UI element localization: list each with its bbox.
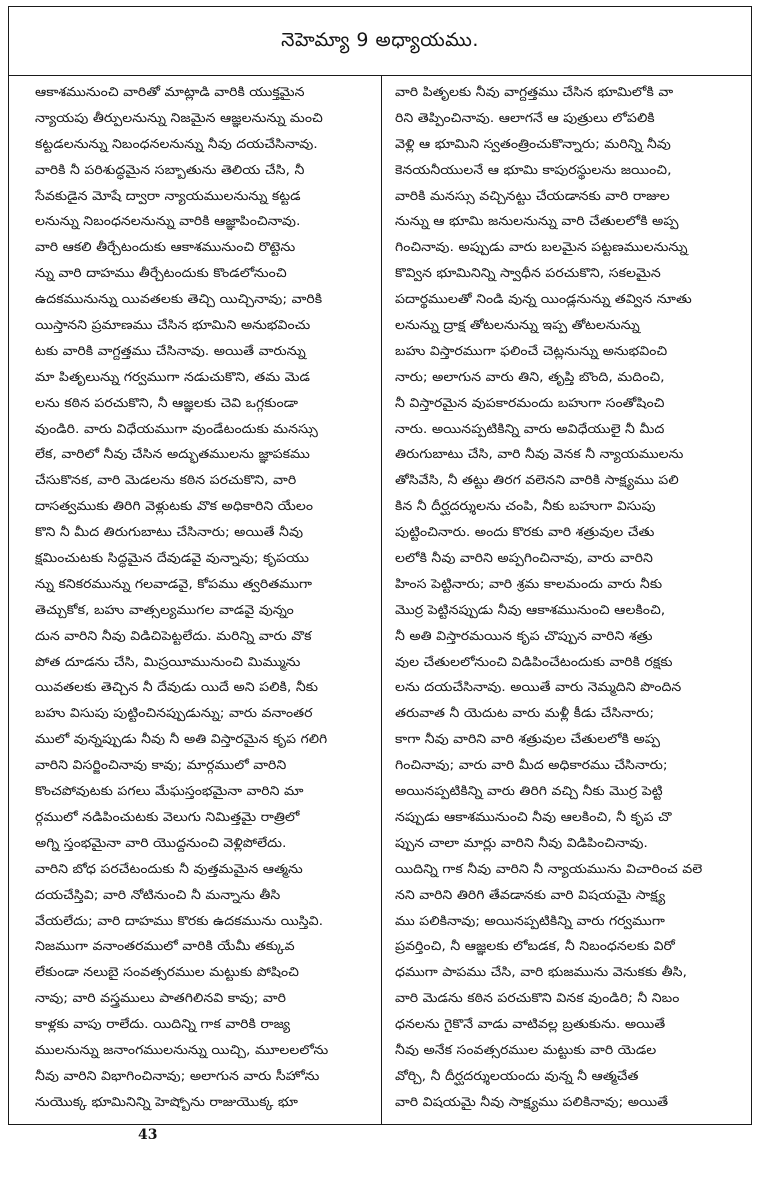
verse-text: న్ను వారి దాహము తీర్చేటందుకు కొండలోనుంచి [35,265,287,281]
text-line [35,208,375,234]
text-columns [8,75,752,1125]
text-line [395,674,715,700]
text-line [395,183,715,209]
text-line [395,260,715,286]
text-line [395,416,715,442]
verse-text: లేక, వారిలో నీవు చేసిన అద్భుతములను జ్ఞాపకము [35,446,310,462]
verse-text: వేయలేదు; వారి దాహము కొరకు ఉదకమును యిస్తివి. [35,912,324,928]
text-line [35,752,375,778]
verse-text: నీవు అనేక సంవత్సరముల మట్టుకు వారి యెడల [395,1041,657,1057]
right-column [395,79,715,1119]
verse-text: నీవు వారిని విభాగించినావు; అలాగున వారు సీహోను [35,1067,320,1083]
verse-text: వారికి నీ పరిశుద్ధమైన సబ్బాతును తెలియ చేసి, నీ [35,161,305,177]
text-line [395,726,715,752]
verse-text: కొవ్విన భూమినిన్ని స్వాధీన పరచుకొని, సకలమైన [395,265,661,281]
verse-text: లను దయచేసినావు. అయితే వారు నెమ్మదిని పొందిన [395,679,682,695]
text-line [35,545,375,571]
text-line [35,726,375,752]
verse-text: నున్ను ఆ భూమి జనులనున్ను వారి చేతులలోకి అప్ప [395,213,679,229]
text-line [35,856,375,882]
verse-text: నావు; వారి వస్త్రములు పాతగిలినవి కావు; వారి [35,990,287,1006]
text-line [395,778,715,804]
verse-text: రిని తెప్పించినావు. ఆలాగనే ఆ పుత్రులు లోపలికి [395,109,655,125]
verse-text: ము పలికినావు; అయినప్పటికిన్ని వారు గర్వముగా [395,912,665,928]
text-line [35,131,375,157]
verse-text: లేకుండా నలుబై సంవత్సరముల మట్టుకు పోషించి [35,964,299,980]
text-line [395,804,715,830]
verse-text: దాసత్వముకు తిరిగి వెళ్లుటకు వొక అధికారిని యేలం [35,498,314,514]
text-line [35,830,375,856]
text-line [35,959,375,985]
verse-text: నిజముగా వనాంతరములో వారికి యేమీ తక్కువ [35,938,295,954]
verse-text: నీ విస్తారమైన వుపకారమందు బహుగా సంతోషించి [395,394,665,410]
verse-text: వారి విషయమై నీవు సాక్ష్యము పలికినావు; అయితే [395,1093,669,1109]
verse-text: లను కఠిన పరచుకొని, నీ ఆజ్ఞలకు చెవి ఒగ్గకుండా [35,394,299,410]
text-line [395,830,715,856]
verse-text: ప్రవర్తించి, నీ ఆజ్ఞలకు లోబడక, నీ నిబంధనలకు విరో [395,938,675,954]
text-line [395,131,715,157]
verse-text: ర్గములో నడిపించుటకు వెలుగు నిమిత్తమై రాత్రిలో [35,808,300,824]
text-line [395,649,715,675]
left-column [35,79,375,1119]
text-line [395,1063,715,1089]
text-line [395,493,715,519]
verse-text: కిన నీ దీర్ఘదర్శులను చంపి, నీకు బహుగా విసుపు [395,498,656,514]
page-number: 43 [138,1127,158,1143]
verse-text: కాగా నీవు వారిని వారి శత్రువుల చేతులలోకి అప్ప [395,731,660,747]
verse-text: నీ అతి విస్తారమయిన కృప చొప్పున వారిని శత్రు [395,627,653,643]
text-line [35,338,375,364]
verse-text: తోసివేసి, నీ తట్టు తిరగ వలెనని వారికి సాక్ష్యము పలి [395,472,679,488]
verse-text: ఉదకమునున్ను యివతలకు తెచ్చి యిచ్చినావు; వారికి [35,291,323,307]
text-line [395,105,715,131]
text-line [35,390,375,416]
verse-text: చేసుకొనక, వారి మెడలను కఠిన పరచుకొని, వారి [35,472,297,488]
verse-text: అయినప్పటికిన్ని వారు తిరిగి వచ్చి నీకు మొర్ర పెట్టి [395,783,663,799]
text-line [35,908,375,934]
verse-text: వారి ఆకలి తీర్చేటందుకు ఆకాశమునుంచి రొట్టెను [35,239,296,255]
text-line [35,1063,375,1089]
text-line [395,1037,715,1063]
verse-text: యివతలకు తెచ్చిన నీ దేవుడు యిదే అని పలికి, నీకు [35,679,319,695]
verse-text: ధముగా పాపము చేసి, వారి భుజమును వెనుకకు తీసి, [395,964,688,980]
text-line [35,1037,375,1063]
scripture-page [8,6,752,1156]
verse-text: వారిని విసర్జించినావు కావు; మార్గములో వారిని [35,757,287,773]
text-line [35,286,375,312]
text-line [35,700,375,726]
text-line [35,571,375,597]
text-line [395,623,715,649]
verse-text: ప్పున చాలా మార్లు వారిని నీవు విడిపించినావు. [395,834,648,850]
verse-text [395,1115,654,1119]
verse-text: కెనయనీయులనే ఆ భూమి కాపురస్థులను జయించి, [395,161,672,177]
verse-text: టకు వారికి వాగ్దత్తము చేసినావు. అయితే వారున్ను [35,342,306,358]
page-header [8,6,752,76]
verse-text: వారిని బోధ పరచేటందుకు నీ వుత్తమమైన ఆత్మను [35,860,303,876]
verse-text: న్ను కనికరమున్ను గలవాడవై, కోపము త్వరితముగా [35,575,312,591]
text-line [35,105,375,131]
text-line [35,649,375,675]
text-line [35,416,375,442]
text-line [395,519,715,545]
text-line [35,933,375,959]
verse-text: నారు. అయినప్పటికిన్ని వారు అవిధేయులై నీ మీద [395,420,665,436]
text-line [395,1089,715,1115]
text-line [35,519,375,545]
verse-text: మా పితృలున్ను గర్వముగా నడుచుకొని, తమ మెడ [35,368,310,384]
text-line [35,234,375,260]
verse-text: నని వారిని తిరిగి తేవడానకు వారి విషయమై సాక్ష్య [395,886,666,902]
text-line [35,623,375,649]
verse-text: క్షమించుటకు సిద్ధమైన దేవుడవై వున్నావు; కృపయు [35,550,310,566]
text-line [395,933,715,959]
text-line [395,700,715,726]
verse-text: పుట్టించినారు. అందు కొరకు వారి శత్రువుల చేతు [395,524,655,540]
text-line [35,1115,375,1119]
text-line [395,157,715,183]
verse-text: న్యాయపు తీర్పులనున్ను నిజమైన ఆజ్ఞలనున్ను మంచి [35,109,323,125]
verse-text: పదార్థములతో నిండి వున్న యిండ్లనున్ను తవ్విన నూతు [395,291,692,307]
verse-text: వారి పితృలకు నీవు వాగ్దత్తము చేసిన భూమిలోకి వా [395,84,674,99]
text-line [35,493,375,519]
column-divider [381,75,382,1124]
verse-text: లలోకి నీవు వారిని అప్పగించినావు, వారు వారిని [395,550,653,566]
text-line [395,985,715,1011]
text-line [35,1089,375,1115]
verse-text: వుల చేతులలోనుంచి విడిపించేటందుకు వారికి రక్షకు [395,653,673,669]
verse-text: నారు; అలాగున వారు తిని, తృప్తి బొంది, మదించి, [395,368,665,384]
text-line [35,1011,375,1037]
text-line [35,778,375,804]
text-line [395,1115,715,1119]
text-line [35,157,375,183]
text-line [395,882,715,908]
verse-text: హింస పెట్టినారు; వారి శ్రమ కాలమందు వారు నీకు [395,575,663,591]
verse-text: దున వారిని నీవు విడిచిపెట్టలేదు. మరిన్ని వారు వొక [35,627,312,643]
verse-text: వారికి మనస్సు వచ్చినట్టు చేయడానకు వారి రాజుల [395,187,670,203]
text-line [35,985,375,1011]
verse-text [35,1115,301,1119]
verse-text: అగ్ని స్తంభమైనా వారి యొద్దనుంచి వెళ్లిపోలేదు. [35,834,287,850]
verse-text: పోత దూడను చేసి, మిస్రయీమునుంచి మిమ్మును [35,653,301,669]
verse-text: నప్పుడు ఆకాశమునుంచి నీవు ఆలకించి, నీ కృప చొ [395,808,672,824]
verse-text: బహు విసుపు పుట్టించినప్పుడున్ను; వారు వనాంతర [35,705,313,721]
text-line [395,312,715,338]
text-line [395,79,715,105]
verse-text: ఆకాశమునుంచి వారితో మాట్లాడి వారికి యుక్తమైన [35,84,305,99]
text-line [35,79,375,105]
text-line [35,467,375,493]
verse-text: ధనలను గైకొనే వాడు వాటివల్ల బ్రతుకును. అయితే [395,1016,666,1032]
verse-text: మొర్ర పెట్టినప్పుడు నీవు ఆకాశమునుంచి ఆలకించి, [395,601,666,617]
text-line [395,959,715,985]
verse-text: తెచ్చుకోక, బహు వాత్సల్యముగల వాడవై వున్నం [35,601,294,617]
verse-text: వారి మెడను కఠిన పరచుకొని వినక వుండిరి; నీ నిబం [395,990,680,1006]
verse-text: లనున్ను ద్రాక్ష తోటలనున్ను ఇప్ప తోటలనున్ను [395,317,640,333]
verse-text: తిరుగుబాటు చేసి, వారి నీవు వెనక నీ న్యాయములను [395,446,684,462]
text-line [35,804,375,830]
verse-text: కాళ్లకు వాపు రాలేదు. యిదిన్ని గాక వారికి రాజ్య [35,1016,291,1032]
text-line [395,338,715,364]
verse-text: వుండిరి. వారు విధేయముగా వుండేటందుకు మనస్సు [35,420,318,436]
verse-text: గించినావు. అప్పుడు వారు బలమైన పట్టణములనున్ను [395,239,688,255]
verse-text: లనున్ను నిబంధనలనున్ను వారికి ఆజ్ఞాపించినావు. [35,213,301,229]
verse-text: దయచేస్తివి; వారి నోటినుంచి నీ మన్నాను తీసి [35,886,281,902]
text-line [395,752,715,778]
verse-text: యిస్తానని ప్రమాణము చేసిన భూమిని అనుభవించు [35,317,311,333]
text-line [35,260,375,286]
text-line [35,441,375,467]
verse-text: నుయొక్క భూమినిన్ని హెష్బోను రాజుయొక్క భూ [35,1093,298,1109]
text-line [35,882,375,908]
verse-text: కొంచపోవుటకు పగలు మేఘస్తంభమైనా వారిని మా [35,783,304,799]
text-line [395,597,715,623]
text-line [35,183,375,209]
verse-text: యిదిన్ని గాక నీవు వారిని నీ న్యాయమును విచారించ వలె [395,860,703,876]
text-line [395,908,715,934]
text-line [395,571,715,597]
verse-text: తరువాత నీ యెదుట వారు మళ్లీ కీడు చేసినారు; [395,705,655,721]
text-line [35,597,375,623]
chapter-title: నెహెమ్యా 9 అధ్యాయము. [281,29,479,51]
verse-text: ములనున్ను జనాంగములనున్ను యిచ్చి, మూలలలోను [35,1041,329,1057]
text-line [395,545,715,571]
verse-text: బహు విస్తారముగా ఫలించే చెట్లనున్ను అనుభవించి [395,342,668,358]
text-line [395,441,715,467]
text-line [395,234,715,260]
verse-text: ములో వున్నప్పుడు నీవు నీ అతి విస్తారమైన కృప గలిగి [35,731,328,747]
verse-text: కొని నీ మీద తిరుగుబాటు చేసినారు; అయితే నీవు [35,524,304,540]
text-line [395,467,715,493]
text-line [35,312,375,338]
text-line [395,208,715,234]
verse-text: కట్టడలనున్ను నిబంధనలనున్ను నీవు దయచేసినావు. [35,135,318,151]
text-line [395,390,715,416]
text-line [35,674,375,700]
verse-text: వెళ్లి ఆ భూమిని స్వతంత్రించుకొన్నారు; మరిన్ని నీవు [395,135,671,151]
verse-text: వోర్చి, నీ దీర్ఘదర్శులయందు వున్న నీ ఆత్మచేత [395,1067,639,1083]
text-line [35,364,375,390]
text-line [395,856,715,882]
verse-text: గించినావు; వారు వారి మీద అధికారము చేసినారు; [395,757,668,773]
verse-text: సేవకుడైన మోషే ద్వారా న్యాయములనున్ను కట్టడ [35,187,301,203]
text-line [395,286,715,312]
text-line [395,364,715,390]
text-line [395,1011,715,1037]
